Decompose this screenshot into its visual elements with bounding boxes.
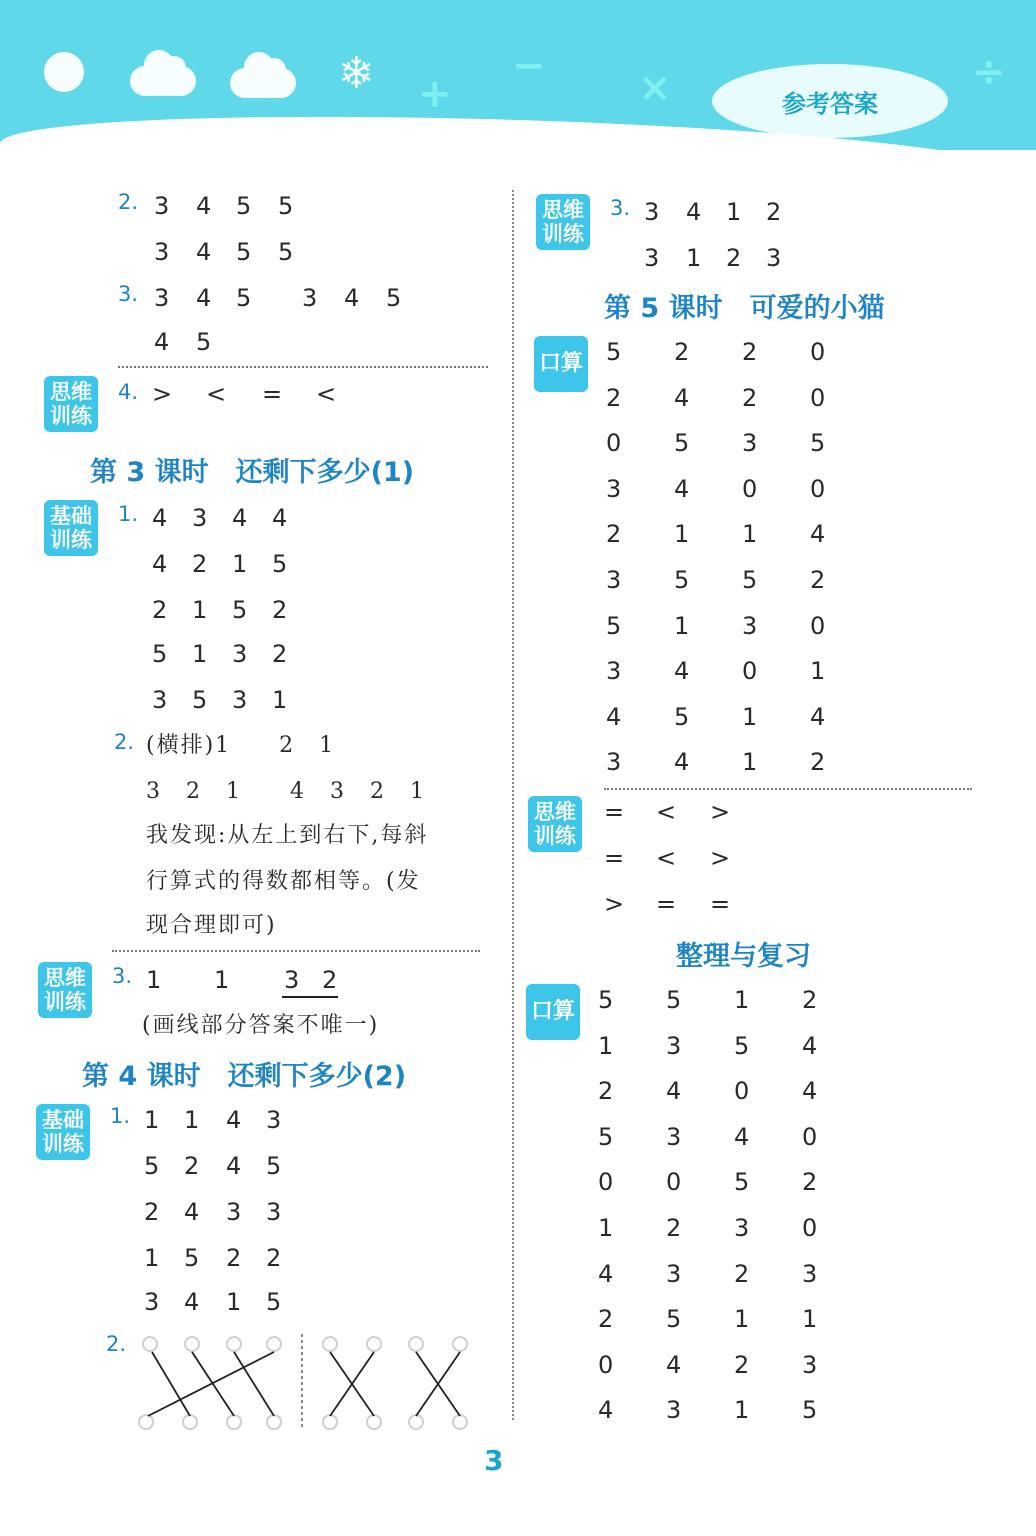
answer-cell: 1 <box>734 1396 750 1425</box>
answer-cell: 2 <box>742 383 758 412</box>
answer-cell: 4 <box>598 1259 614 1288</box>
comparison-symbol: < <box>656 798 677 826</box>
section-separator <box>118 366 488 368</box>
answer-cell: 2 <box>802 986 818 1014</box>
underline <box>282 996 338 998</box>
answer-cell: 3 <box>154 192 170 220</box>
answer-cell: 4 <box>802 1077 818 1106</box>
answer-cell: 4 <box>810 520 826 549</box>
answer-text: (横排)1 2 1 <box>146 733 336 758</box>
question-index: 1. <box>110 1104 131 1128</box>
question-index: 1. <box>118 502 139 526</box>
answer-cell: 5 <box>386 284 402 312</box>
question-index: 4. <box>118 380 139 404</box>
times-icon: × <box>638 65 672 111</box>
answer-cell: 4 <box>232 504 248 532</box>
answer-cell: 1 <box>674 520 690 549</box>
answer-cell: 4 <box>152 504 168 532</box>
comparison-symbol: > <box>152 380 173 408</box>
answer-cell: 3 <box>192 504 208 532</box>
answer-cell: 1 <box>742 520 758 549</box>
answer-cell: 5 <box>674 566 690 594</box>
answer-cell: 0 <box>666 1168 682 1197</box>
comparison-symbol: = <box>710 890 731 918</box>
answer-cell: 3 <box>734 1214 750 1242</box>
answer-cell-underlined: 2 <box>322 966 338 994</box>
answer-cell-underlined: 3 <box>284 966 300 994</box>
answer-cell: 1 <box>144 1244 160 1272</box>
answer-cell: 3 <box>606 566 622 594</box>
kousuan-tag: 口算 <box>534 336 588 392</box>
matching-diagram <box>130 1330 480 1430</box>
answer-cell: 0 <box>742 657 758 686</box>
answer-cell: 1 <box>214 966 230 994</box>
answer-cell: 1 <box>144 1106 160 1134</box>
comparison-symbol: = <box>604 798 625 826</box>
answer-cell: 5 <box>152 640 168 668</box>
answer-cell: 5 <box>734 1168 750 1197</box>
answer-cell: 5 <box>236 238 252 266</box>
comparison-symbol: = <box>262 380 283 408</box>
answer-cell: 3 <box>644 198 660 226</box>
siwei-training-tag: 思维训练 <box>38 962 92 1018</box>
question-index: 2. <box>118 190 139 214</box>
answer-cell: 5 <box>196 328 212 356</box>
answer-cell: 5 <box>810 429 826 458</box>
answer-cell: 3 <box>154 238 170 266</box>
answer-cell: 4 <box>606 702 622 731</box>
answer-cell: 1 <box>146 966 162 994</box>
answer-cell: 4 <box>184 1288 200 1316</box>
answer-cell: 4 <box>686 198 702 226</box>
answer-cell: 4 <box>802 1031 818 1060</box>
answer-cell: 5 <box>598 1122 614 1151</box>
answer-cell: 1 <box>272 686 288 714</box>
answer-cell: 4 <box>666 1350 682 1379</box>
answer-cell: 2 <box>742 338 758 366</box>
rain-cloud-icon <box>230 68 296 98</box>
comparison-symbol: < <box>206 380 227 408</box>
answer-cell: 1 <box>810 657 826 686</box>
comparison-symbol: > <box>604 890 625 918</box>
answer-cell: 2 <box>674 338 690 366</box>
answer-cell: 4 <box>598 1396 614 1425</box>
answer-cell: 0 <box>810 383 826 412</box>
matching-lines <box>148 1352 460 1416</box>
answer-cell: 0 <box>802 1122 818 1151</box>
column-divider <box>512 190 514 1420</box>
section-separator <box>112 950 480 952</box>
answer-cell: 0 <box>734 1077 750 1106</box>
answer-cell: 3 <box>152 686 168 714</box>
answer-cell: 5 <box>666 986 682 1014</box>
answer-cell: 3 <box>606 657 622 686</box>
kousuan-tag: 口算 <box>526 984 580 1040</box>
answer-cell: 2 <box>734 1259 750 1288</box>
answer-cell: 4 <box>674 474 690 503</box>
answer-cell: 1 <box>226 1288 242 1316</box>
answer-cell: 2 <box>192 550 208 578</box>
answer-cell: 2 <box>766 198 782 226</box>
answer-cell: 4 <box>226 1106 242 1134</box>
siwei-training-tag: 思维训练 <box>44 376 98 432</box>
answer-cell: 2 <box>152 596 168 624</box>
answer-cell: 5 <box>674 702 690 731</box>
answer-cell: 4 <box>674 748 690 777</box>
comparison-symbol: > <box>710 844 731 872</box>
answer-cell: 5 <box>236 284 252 312</box>
answer-cell: 2 <box>606 383 622 412</box>
answer-cell: 2 <box>606 520 622 549</box>
answer-cell: 1 <box>674 611 690 640</box>
answer-cell: 4 <box>196 238 212 266</box>
answer-cell: 1 <box>686 244 702 272</box>
answer-cell: 1 <box>802 1305 818 1334</box>
answer-cell: 1 <box>742 702 758 731</box>
answer-cell: 2 <box>266 1244 282 1272</box>
lesson-title: 第 5 课时 可爱的小猫 <box>604 293 885 324</box>
jichu-training-tag: 基础训练 <box>44 500 98 556</box>
answer-cell: 0 <box>598 1350 614 1379</box>
answer-cell: 5 <box>666 1305 682 1334</box>
answer-cell: 3 <box>154 284 170 312</box>
answer-cell: 5 <box>674 429 690 458</box>
observation-text: 行算式的得数都相等。(发 <box>146 869 421 894</box>
answer-cell: 2 <box>184 1152 200 1180</box>
sun-icon <box>44 52 84 92</box>
answer-cell: 5 <box>144 1152 160 1180</box>
divide-icon: ÷ <box>972 49 1006 95</box>
answer-cell: 2 <box>810 566 826 594</box>
comparison-symbol: = <box>604 844 625 872</box>
snowflake-icon: ❄ <box>338 48 375 99</box>
question-index: 2. <box>114 730 135 754</box>
answer-cell: 3 <box>742 611 758 640</box>
answer-cell: 0 <box>810 474 826 503</box>
answer-cell: 5 <box>734 1031 750 1060</box>
answer-cell: 0 <box>802 1214 818 1242</box>
answer-cell: 3 <box>232 640 248 668</box>
answer-cell: 4 <box>226 1152 242 1180</box>
answer-cell: 3 <box>144 1288 160 1316</box>
answer-cell: 5 <box>606 611 622 640</box>
answer-cell: 2 <box>802 1168 818 1197</box>
answer-cell: 3 <box>226 1198 242 1226</box>
answer-cell: 5 <box>278 238 294 266</box>
comparison-symbol: < <box>656 844 677 872</box>
answer-cell: 5 <box>272 550 288 578</box>
answer-cell: 2 <box>666 1214 682 1242</box>
answer-cell: 5 <box>192 686 208 714</box>
answer-cell: 4 <box>734 1122 750 1151</box>
answer-cell: 5 <box>266 1288 282 1316</box>
answer-cell: 4 <box>344 284 360 312</box>
question-index: 3. <box>610 196 631 220</box>
question-index: 3. <box>118 282 139 306</box>
answer-cell: 3 <box>666 1122 682 1151</box>
answer-cell: 3 <box>666 1259 682 1288</box>
answer-cell: 0 <box>810 611 826 640</box>
answer-cell: 1 <box>742 748 758 777</box>
answer-cell: 4 <box>666 1077 682 1106</box>
answer-cell: 4 <box>154 328 170 356</box>
minus-icon: − <box>512 43 546 89</box>
answer-cell: 4 <box>152 550 168 578</box>
answer-cell: 2 <box>226 1244 242 1272</box>
answer-cell: 3 <box>644 244 660 272</box>
cloud-icon <box>130 66 196 96</box>
observation-text: 现合理即可) <box>146 913 277 938</box>
answer-cell: 2 <box>598 1305 614 1334</box>
answer-cell: 5 <box>278 192 294 220</box>
answer-cell: 2 <box>144 1198 160 1226</box>
answer-cell: 3 <box>232 686 248 714</box>
siwei-training-tag: 思维训练 <box>528 796 582 852</box>
answer-cell: 3 <box>802 1259 818 1288</box>
answer-cell: 1 <box>232 550 248 578</box>
lesson-title: 第 3 课时 还剩下多少(1) <box>90 457 415 488</box>
answer-cell: 4 <box>810 702 826 731</box>
answer-cell: 2 <box>272 596 288 624</box>
answer-cell: 1 <box>734 1305 750 1334</box>
answer-cell: 5 <box>236 192 252 220</box>
answer-cell: 4 <box>674 383 690 412</box>
answer-cell: 1 <box>734 986 750 1014</box>
note-text: (画线部分答案不唯一) <box>142 1013 380 1038</box>
answer-cell: 0 <box>598 1168 614 1197</box>
answer-cell: 3 <box>802 1350 818 1379</box>
comparison-symbol: = <box>656 890 677 918</box>
answer-cell: 3 <box>606 748 622 777</box>
answer-cell: 5 <box>598 986 614 1014</box>
page-number: 3 <box>484 1444 504 1477</box>
answer-badge: 参考答案 <box>712 64 948 138</box>
jichu-training-tag: 基础训练 <box>36 1104 90 1160</box>
answer-cell: 0 <box>810 338 826 366</box>
answer-cell: 1 <box>192 640 208 668</box>
answer-cell: 4 <box>196 284 212 312</box>
matching-rings-top <box>143 1337 467 1351</box>
answer-cell: 5 <box>742 566 758 594</box>
answer-cell: 4 <box>184 1198 200 1226</box>
answer-cell: 3 <box>606 474 622 503</box>
answer-cell: 5 <box>232 596 248 624</box>
plus-icon: + <box>418 71 452 117</box>
answer-cell: 3 <box>766 244 782 272</box>
section-separator <box>604 788 972 790</box>
answer-cell: 3 <box>742 429 758 458</box>
siwei-training-tag: 思维训练 <box>536 194 590 250</box>
answer-cell: 2 <box>810 748 826 777</box>
lesson-title: 第 4 课时 还剩下多少(2) <box>82 1061 407 1092</box>
comparison-symbol: < <box>316 380 337 408</box>
observation-text: 我发现:从左上到右下,每斜 <box>146 823 429 848</box>
comparison-symbol: > <box>710 798 731 826</box>
answer-cell: 1 <box>598 1214 614 1242</box>
answer-cell: 1 <box>184 1106 200 1134</box>
answer-cell: 2 <box>734 1350 750 1379</box>
answer-cell: 2 <box>272 640 288 668</box>
answer-cell: 3 <box>266 1106 282 1134</box>
answer-cell: 4 <box>196 192 212 220</box>
answer-cell: 1 <box>598 1031 614 1060</box>
answer-cell: 5 <box>802 1396 818 1425</box>
answer-cell: 5 <box>266 1152 282 1180</box>
answer-cell: 1 <box>726 198 742 226</box>
question-index: 3. <box>112 964 133 988</box>
answer-cell: 2 <box>598 1077 614 1106</box>
answer-cell: 0 <box>742 474 758 503</box>
answer-cell: 3 <box>266 1198 282 1226</box>
answer-cell: 3 <box>302 284 318 312</box>
answer-cell: 5 <box>606 338 622 366</box>
section-title: 整理与复习 <box>676 941 811 972</box>
question-index: 2. <box>106 1332 127 1356</box>
answer-cell: 1 <box>192 596 208 624</box>
answer-text: 3 2 1 4 3 2 1 <box>146 779 426 804</box>
answer-cell: 0 <box>606 429 622 458</box>
answer-cell: 3 <box>666 1396 682 1425</box>
answer-cell: 2 <box>726 244 742 272</box>
answer-cell: 4 <box>674 657 690 686</box>
answer-cell: 5 <box>184 1244 200 1272</box>
answer-cell: 4 <box>272 504 288 532</box>
answer-cell: 3 <box>666 1031 682 1060</box>
